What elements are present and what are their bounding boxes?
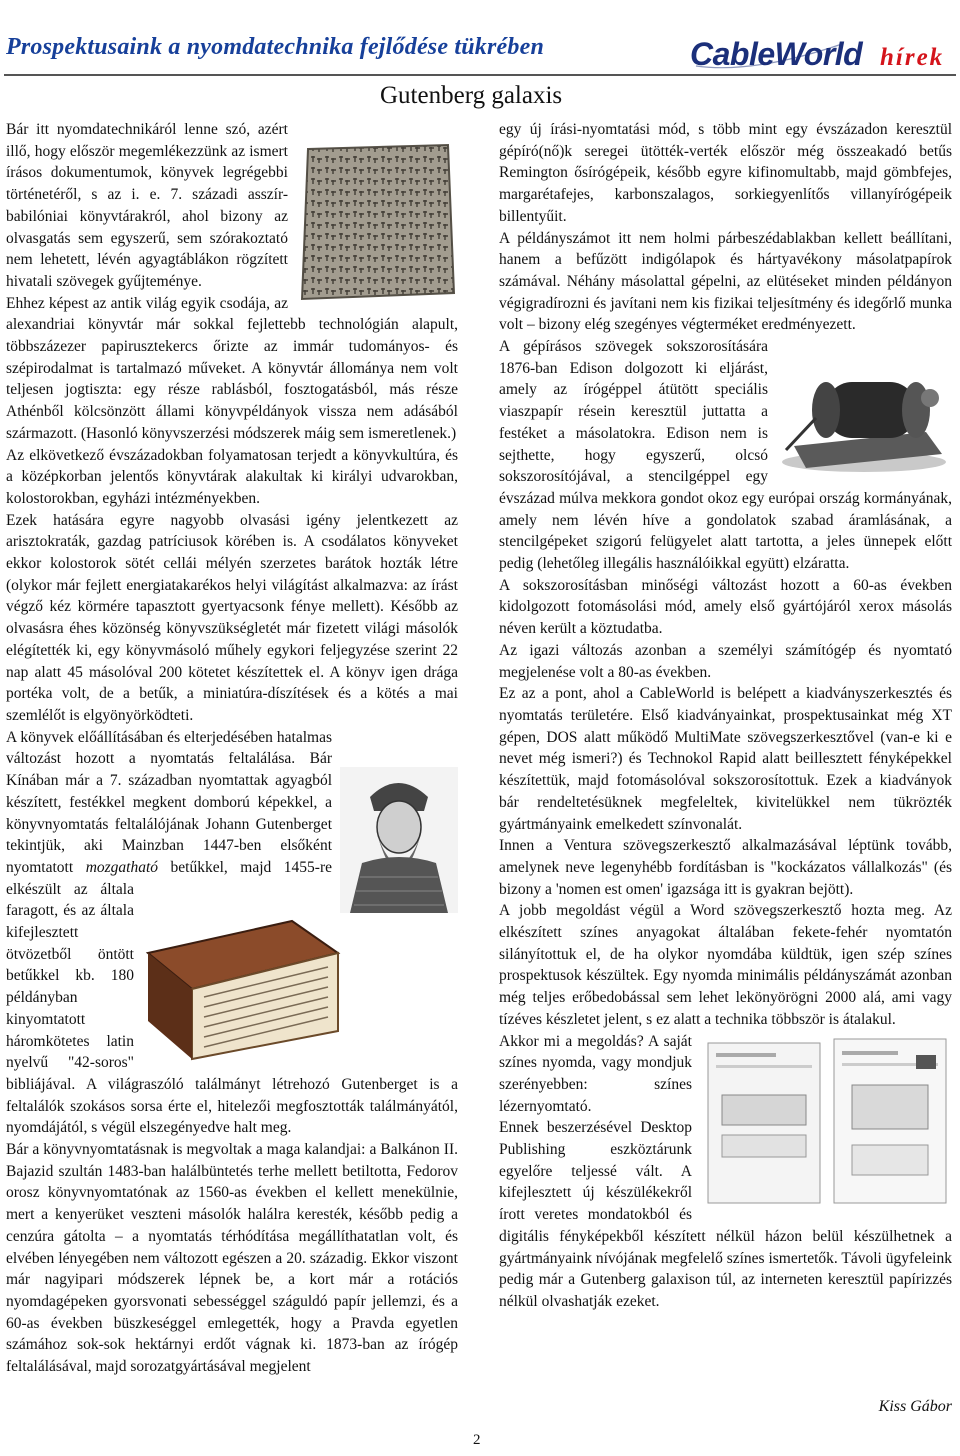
right-paragraph-3: A gépírásos szövegek sokszorosítására 1876-ban Edison dolgozott ki eljárást, amely az írógéppel átütött speciális viaszpapír résein keresztül juttatta a festéket a másolatokra. Edison nem is sejthette, hogy egyszerű, olcsó sokszorosítójával, a stencilgéppel egy évszázad múlva mekkora gondot okoz egy európai ország kormányának, amely nem lévén híve a gondolatok szabad áramlásának, a stencilgépeket szigorú felügyelet alatt tartotta, a jeles ünnepek előtt pedig (lehetőleg illegális használóikkal együtt) elzáratta. [499, 338, 952, 573]
right-column [499, 119, 952, 1313]
right-paragraph-5: Az igazi változás azonban a személyi számítógép és nyomtató megjelenése volt a 80-as években. [499, 641, 952, 681]
left-paragraph-4: Ezek hatására egyre nagyobb olvasási igény jelentkezett az arisztokraták, gazdag patríciusok körében is. A csodálatos könyveket ekkor kolostorok sötét cellái mélyén szerzetes barátok hozták létre (olykor már fejlett energiatakarékos helyi világítást alkalmazva: az írást végző kéz körmére tapasztott gyertyacsonk fénye mellett). Később az olvasásra éhes közönség könyvszükségletét már fizetett világi másolók elégítették ki, egy könyvmásoló műhely egykori feljegyzése szerint 22 nap alatt 45 másolóval 200 kötetet készítettek el. A könyv igen drága portéka volt, de a betűk, a miniatúra-díszítések és a kötés a mai szemlélőt is elgyönyörködteti. [6, 511, 458, 724]
mimeograph-icon [776, 358, 952, 476]
gutenberg-bible-image [142, 913, 342, 1061]
left-paragraph-5-rest: betűkkel, majd 1455-re elkészült az általa faragott, és az általa kifejlesztett ötvözetből öntött betűkkel kb. 180 példányban kinyomtatott háromkötetes latin nyelvű "42-soros" bibliájával. A világraszóló találmányt létrehozó Gutenberget is a feltalálók szokásos sorsa érte el, hitelezői megfosztották találmányától, nyomdájától, s végül elszegényedve halt meg. [6, 858, 458, 1137]
brochure-image [702, 1035, 952, 1211]
clay-tablet-image [296, 143, 458, 303]
brand-suffix: hírek [880, 44, 945, 71]
gutenberg-portrait-image [340, 767, 458, 913]
left-column [6, 119, 458, 1378]
page-header-title: Prospektusaink a nyomdatechnika fejlődése tükrében [6, 34, 544, 60]
right-paragraph-6: Ez az a pont, ahol a CableWorld is belépett a kiadványszerkesztés és nyomtatás területére. Első kiadványainkat, prospektusainkat még XT gépen, DOS alatt működő MultiMate szövegszerkesztővel (van-e ki e nevet még ismeri?) és Technokol Rapid alatt beillesztett fényképekkel készítettük, majd fotomásolóval sokszorosítottuk. Ezek a kiadványok bár rendeltetésüknek megfeleltek, kivitelükkel nem tükrözték gyártmányaink emelkedett színvonalát. [499, 685, 952, 833]
right-paragraph-7: Innen a Ventura szövegszerkesztő alkalmazásával léptünk tovább, amelynek neve legenyhébb fordításban is "kockázatos vállalkozás" (és bizony a 'nomen est omen' igazsága itt is gyakran bejött). [499, 837, 952, 898]
right-paragraph-8: A jobb megoldást végül a Word szövegszerkesztő hozta meg. Az elkészített színes anyagokat általában fekete-fehér nyomtatón silányítottuk el, de ha olykor nyomdába küldtük, igen szép színes prospektusok készültek. Egy nyomda minimális példányszámát azonban még teljes erőbedobással sem lehet lekönyörögni 2000 alá, ami vagy tízéves készletet jelent, s ez alatt a technika többször is átalakul. [499, 902, 952, 1028]
cableworld-logo [690, 36, 862, 73]
logo-swoosh-icon [694, 40, 844, 74]
page-number: 2 [473, 1432, 481, 1448]
author-signature: Kiss Gábor [878, 1398, 952, 1415]
right-paragraph-10: Ennek beszerzésével Desktop Publishing eszköztárunk egyelőre teljessé vált. A kifejlesztett új készülékekről írott veretes mondatokból és digitális fényképekből készített nélkül házon belül készülhetnek a gyártmányaink nívójának megfelelő színes ismertetők. Távoli ügyfeleink pedig már a Gutenberg galaxison túl, az interneten keresztül papírizzés nélkül olvashatják ezeket. [499, 1119, 952, 1310]
header-divider [4, 74, 956, 76]
section-title: Gutenberg galaxis [380, 82, 563, 109]
cableworld-brand [690, 30, 956, 76]
left-paragraph-5-italic: mozgatható [85, 858, 159, 876]
left-paragraph-6: Bár a könyvnyomtatásnak is megvoltak a maga kalandjai: a Balkánon II. Bajazid szultán 1483-ban halálbüntetés terhe mellett betiltotta, Fedorov orosz könyvnyomtatónak az 1560-as években el kellett menekülnie, mert a kenyerüket veszteni másolók halálra keresték, később pedig a cenzúra gátolta – a nyomtatás térhódítása megállíthatatlan volt, és elvében lényegében nem változott egészen a 20. századig. Ekkor viszont már nagyipari módszerek lépnek be, a kort már a rotációs nyomdagépeken gyorsvonati sebességgel száguldó papír jellemzi, és a 60-as években büszkeséggel emlegették, hogy a Pravda egyetlen számához sok-sok hektárnyi erdőt vágnak ki. 1873-ban az írógép feltalálásával, majd sorozatgyártásával megjelent [6, 1141, 458, 1376]
right-paragraph-1: egy új írási-nyomtatási mód, s több mint egy évszázadon keresztül gépíró(nő)k seregei ütötték-verték először még összeakadó betűs Remington ősírógépeik, később egyre kifinomultabb, majd gömbfejes, margarétafejes, karbonszalagos, sorkiegyenlítős villanyírógépeik billentyűit. [499, 121, 952, 225]
left-paragraph-2: Ehhez képest az antik világ egyik csodája, az alexandriai könyvtár már sokkal fejlettebb technológián alapult, többszázezer papirusztekercs őrizte az immár tudományos- és szépirodalmat is tartalmazó műveket. A könyvtár állománya nem volt teljesen jogtiszta: egy része rablásból, fosztogatásból, más része Athénből kölcsönzött állami könyvpéldányok vissza nem adásából származott. (Hasonló könyvszerzési módszerek máig sem ismeretlenek.) [6, 294, 458, 442]
left-paragraph-1: Bár itt nyomdatechnikáról lenne szó, azért illő, hogy először megemlékezzünk az ismert írásos dokumentumok, könyvek legrégebbi történetéről, s az i. e. 7. századi asszír-babilóniai könyvtárakról, ahol bizony az olvasgatás sem egyszerű, sem szórakoztató nem lehetett, lévén agyagtáblákon rögzített hivatali szövegek gyűjteménye. [6, 121, 288, 290]
right-paragraph-9: Akkor mi a megoldás? A saját színes nyomda, vagy mondjuk szerényebben: színes lézernyomtató. [499, 1032, 692, 1115]
right-paragraph-4: A sokszorosításban minőségi változást hozott a 60-as években kidolgozott fotomásolási mód, amely első gyártójáról xerox másolás néven került a köztudatba. [499, 576, 952, 638]
left-paragraph-3: Az elkövetkező évszázadokban folyamatosan terjedt a könyvkultúra, és a középkorban jelentős könyvtárak alakultak ki királyi udvarokban, kolostorokban, egyházi intézményekben. [6, 446, 458, 507]
right-paragraph-2: A példányszámot itt nem holmi párbeszédablakban kellett beállítani, hanem a befűzött indigólapok és hártyavékony másolatpapírok számával. Néhány másolattal gépelni, az elütéseket minden példányon végigradírozni és javítani nem kis fizikai teljesítmény és idegőrlő munka volt – bizony elég szegényes végterméket eredményezett. [499, 229, 952, 334]
edison-mimeograph-image [776, 358, 952, 476]
gutenberg-portrait-icon [340, 767, 458, 913]
clay-tablet-icon [296, 143, 458, 303]
logo-text: CableWorld [690, 36, 863, 72]
gutenberg-bible-icon [142, 913, 342, 1061]
brochure-icon [702, 1035, 952, 1211]
left-paragraph-5-text: A könyvek előállításában és elterjedésében hatalmas változást hozott a nyomtatás feltalálása. Bár Kínában már a 7. században nyomtattak agyagból készített, festékkel megkent domború képekkel, a könyvnyomtatás feltalálójának Johann Gutenberget tekintjük, aki Mainzban 1447-ben elsőként nyomtatott [6, 728, 332, 876]
